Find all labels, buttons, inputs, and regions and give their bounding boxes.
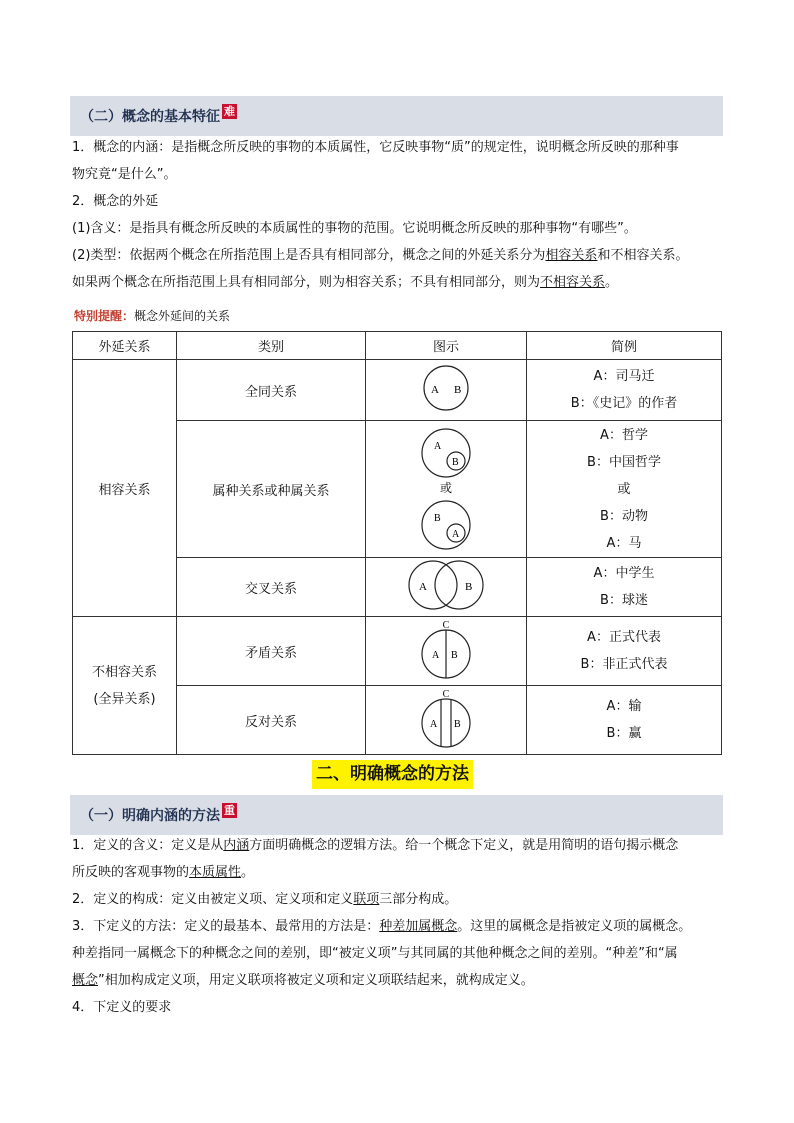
svg-text:B: B	[454, 719, 461, 730]
diagram-cell	[366, 617, 527, 686]
identity-diagram	[401, 362, 491, 414]
group-compatible: 相容关系	[73, 360, 177, 617]
reminder-label: 特别提醒：	[74, 309, 135, 323]
paragraph-definition-requirements: 4．下定义的要求	[72, 1000, 172, 1015]
example-cell: A：正式代表 B：非正式代表	[527, 617, 722, 686]
diagram-cell	[366, 686, 527, 755]
underlined-term: 相容关系	[545, 248, 598, 263]
paragraph-definition-structure: 2．定义的构成：定义由被定义项、定义项和定义联项三部分构成。	[72, 892, 458, 907]
svg-text:B: B	[451, 650, 458, 661]
table-header-cell: 外延关系	[73, 332, 177, 360]
paragraph-definition-meaning-2: 所反映的客观事物的本质属性。	[72, 865, 255, 880]
category-cell: 属种关系或种属关系	[177, 421, 366, 558]
svg-text:A: A	[431, 384, 439, 396]
underlined-term: 概念	[72, 973, 99, 988]
diagram-cell	[366, 421, 527, 558]
svg-text:A: A	[434, 441, 442, 452]
special-reminder	[74, 307, 230, 324]
section-heading-text: （一）明确内涵的方法	[80, 808, 220, 824]
svg-text:A: A	[432, 650, 440, 661]
paragraph-extension: 2．概念的外延	[72, 194, 159, 209]
paragraph-extension-meaning: (1)含义：是指具有概念所反映的本质属性的事物的范围。它说明概念所反映的那种事物“有哪些”。	[72, 221, 637, 236]
table-header-cell: 简例	[527, 332, 722, 360]
svg-text:B: B	[434, 513, 441, 524]
paragraph-definition-method-2: 种差指同一属概念下的种概念之间的差别，即“被定义项”与其同属的其他种概念之间的差别。“种差”和“属	[72, 946, 678, 961]
underlined-term: 种差加属概念	[379, 919, 458, 934]
category-cell: 反对关系	[177, 686, 366, 755]
underlined-term: 内涵	[223, 838, 250, 853]
paragraph-extension-types: (2)类型：依据两个概念在所指范围上是否具有相同部分，概念之间的外延关系分为相容关系和不相容关系。	[72, 248, 689, 263]
category-cell: 全同关系	[177, 360, 366, 421]
table-row	[73, 360, 722, 421]
extension-relation-table	[72, 331, 722, 755]
svg-text:C: C	[442, 689, 450, 700]
svg-text:B: B	[454, 384, 462, 396]
section-heading-basic-features	[70, 96, 723, 136]
table-header-cell: 类别	[177, 332, 366, 360]
example-cell: A：中学生 B：球迷	[527, 558, 722, 617]
section-heading-connotation-method	[70, 795, 723, 835]
group-incompatible: 不相容关系 (全异关系)	[73, 617, 177, 755]
svg-text:B: B	[452, 457, 459, 468]
example-cell: A：输 B：赢	[527, 686, 722, 755]
example-cell: A：哲学 B：中国哲学 或 B：动物 A：马	[527, 421, 722, 558]
difficulty-badge: 难	[224, 104, 235, 118]
contradiction-diagram	[411, 617, 481, 681]
genus-species-diagram	[411, 421, 481, 553]
section2-body	[72, 832, 726, 1021]
section-heading-text: （二）概念的基本特征	[80, 109, 220, 125]
paragraph-definition-method: 3．下定义的方法：定义的最基本、最常用的方法是：种差加属概念。这里的属概念是指被定义项的属概念。	[72, 919, 692, 934]
paragraph-extension-types-2: 如果两个概念在所指范围上具有相同部分，则为相容关系；不具有相同部分，则为不相容关系。	[72, 275, 619, 290]
category-cell: 矛盾关系	[177, 617, 366, 686]
table-header-cell: 图示	[366, 332, 527, 360]
paragraph-definition-meaning: 1．定义的含义：定义是从内涵方面明确概念的逻辑方法。给一个概念下定义，就是用简明的语句揭示概念	[72, 838, 679, 853]
section1-body	[72, 134, 726, 296]
example-cell: A：司马迁 B：《史记》的作者	[527, 360, 722, 421]
intersection-diagram	[391, 558, 501, 612]
svg-text:A: A	[430, 719, 438, 730]
paragraph-connotation-1: 1．概念的内涵：是指概念所反映的事物的本质属性，它反映事物“质”的规定性，说明概念所反映的那种事	[72, 140, 679, 155]
diagram-cell	[366, 360, 527, 421]
paragraph-connotation-2: 物究竟“是什么”。	[72, 167, 177, 182]
svg-text:B: B	[465, 581, 473, 593]
category-cell: 交叉关系	[177, 558, 366, 617]
svg-text:A: A	[419, 581, 427, 593]
diagram-cell	[366, 558, 527, 617]
underlined-term: 联项	[353, 892, 380, 907]
paragraph-definition-method-3: 概念”相加构成定义项，用定义联项将被定义项和定义项联结起来，就构成定义。	[72, 973, 534, 988]
table-header-row	[73, 332, 722, 360]
table-row	[73, 617, 722, 686]
underlined-term: 本质属性	[189, 865, 242, 880]
contrariety-diagram	[411, 686, 481, 750]
svg-text:C: C	[442, 620, 450, 631]
importance-badge: 重	[224, 803, 235, 817]
underlined-term: 不相容关系	[540, 275, 606, 290]
svg-text:A: A	[452, 529, 460, 540]
reminder-text: 概念外延间的关系	[134, 309, 231, 323]
svg-text:或: 或	[439, 481, 453, 495]
chapter-title: 二、明确概念的方法	[312, 760, 473, 789]
